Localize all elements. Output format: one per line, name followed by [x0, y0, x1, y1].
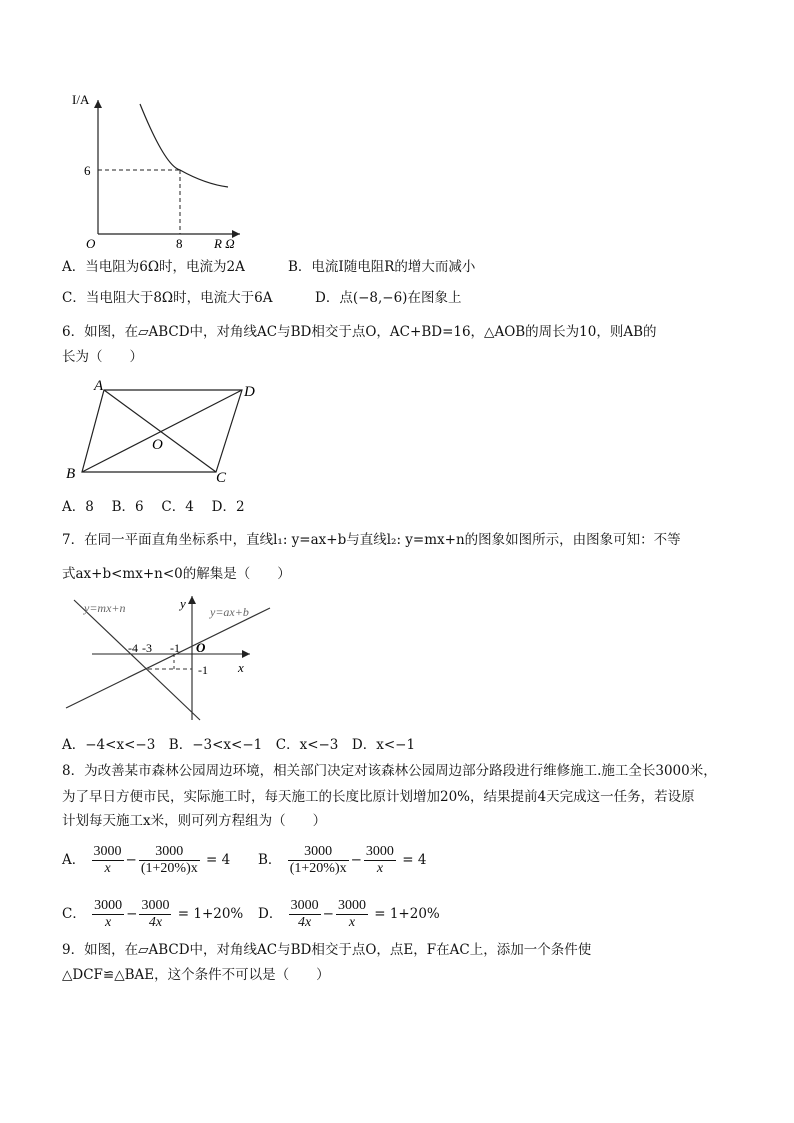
- l1-label: y=ax+b: [210, 605, 249, 619]
- origin-label: O: [86, 236, 96, 251]
- q9-stem-line2: △DCF≌△BAE，这个条件不可以是（ ）: [62, 967, 330, 983]
- origin-label: O: [196, 640, 206, 655]
- y-axis-label: I/A: [72, 92, 90, 107]
- q8-stem-line1: 8．为改善某市森林公园周边环境，相关部门决定对该森林公园周边部分路段进行维修施工.施工全长3000米，: [62, 763, 717, 779]
- q5-option-b: B．电流I随电阻R的增大而减小: [288, 259, 476, 275]
- q8-stem-line3: 计划每天施工x米，则可列方程组为（ ）: [62, 813, 327, 829]
- vertex-b: B: [66, 466, 76, 482]
- q9-stem-line1: 9．如图，在▱ABCD中，对角线AC与BD相交于点O，点E，F在AC上，添加一个条件使: [62, 942, 592, 958]
- q8-option-a: A． $\frac{3000}{x}$ − $\frac{3000}{(1+20\%)x}$ = 4: [62, 844, 231, 876]
- q6-options: A．8 B．6 C．4 D．2: [62, 499, 245, 515]
- q8-option-c: C． $\frac{3000}{x}$ − $\frac{3000}{4x}$ = 1+20%: [62, 898, 244, 930]
- q6-stem-line2: 长为（ ）: [62, 349, 143, 365]
- q7-stem-line1: 7．在同一平面直角坐标系中，直线l₁: y=ax+b与直线l₂: y=mx+n的图象如图所示，由图象可知：不等: [62, 532, 681, 548]
- x-axis-label: R Ω: [214, 236, 235, 251]
- vertex-c: C: [216, 470, 227, 486]
- y-axis-label: y: [180, 596, 186, 611]
- vertex-d: D: [244, 384, 255, 400]
- center-o: O: [152, 437, 163, 453]
- q8-stem-line2: 为了早日方便市民，实际施工时，每天施工的长度比原计划增加20%，结果提前4天完成这一任务，若设原: [62, 789, 695, 805]
- tick-minus-3: -3: [142, 641, 152, 655]
- x-tick-8: 8: [176, 236, 183, 251]
- q8-option-b: B． $\frac{3000}{(1+20\%)x}$ − $\frac{3000}{x}$ = 4: [258, 844, 427, 876]
- q5-option-c: C．当电阻大于8Ω时，电流大于6A: [62, 290, 273, 306]
- figure-current-resistance-graph: [72, 88, 250, 251]
- y-tick-6: 6: [84, 163, 91, 178]
- vertex-a: A: [94, 378, 104, 394]
- q6-stem-line1: 6．如图，在▱ABCD中，对角线AC与BD相交于点O，AC+BD=16，△AOB的周长为10，则AB的: [62, 324, 657, 340]
- q8-option-d: D． $\frac{3000}{4x}$ − $\frac{3000}{x}$ = 1+20%: [258, 898, 440, 930]
- figure-parallelogram: [62, 374, 272, 486]
- l2-label: y=mx+n: [84, 601, 126, 615]
- q5-option-a: A．当电阻为6Ω时，电流为2A: [62, 259, 245, 275]
- tick-minus-1-x: -1: [170, 641, 180, 655]
- figure-two-lines: [62, 590, 262, 730]
- tick-minus-4: -4: [128, 641, 138, 655]
- x-axis-label: x: [238, 660, 244, 675]
- q7-options: A．−4<x<−3 B．−3<x<−1 C．x<−3 D．x<−1: [62, 737, 416, 753]
- q5-option-d: D．点(−8,−6)在图象上: [315, 290, 462, 306]
- tick-minus-1-y: -1: [198, 663, 208, 677]
- q7-stem-line2: 式ax+b<mx+n<0的解集是（ ）: [62, 566, 291, 582]
